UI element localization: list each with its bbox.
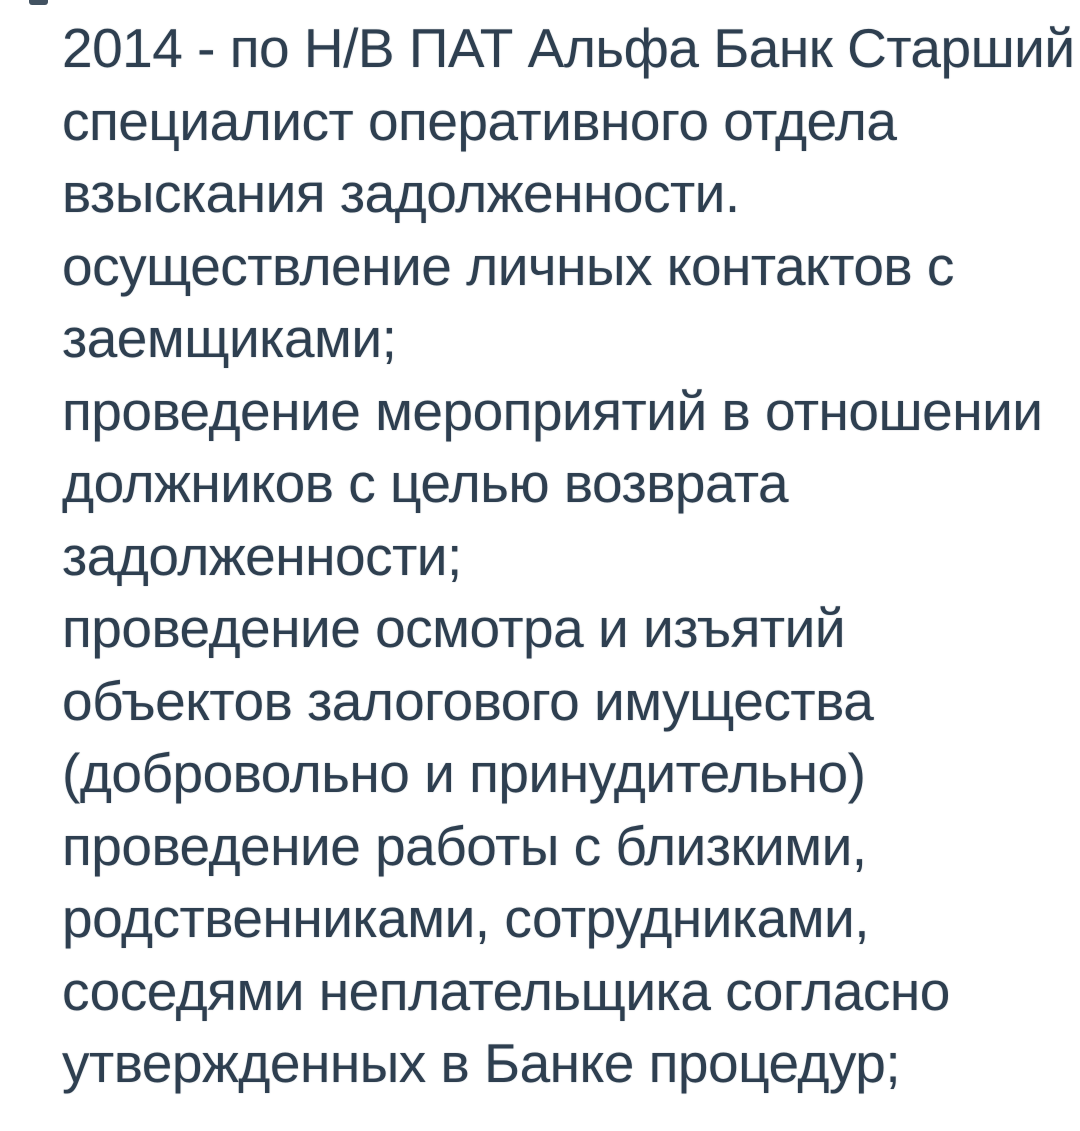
cropped-text-artifact [29, 0, 48, 5]
text-line: специалист оперативного отдела [62, 89, 897, 152]
text-line: заемщиками; [62, 307, 397, 369]
text-line: осуществление личных контактов с [62, 234, 954, 297]
text-line: проведение осмотра и изъятий [62, 597, 846, 659]
resume-text-block [62, 12, 1075, 1100]
text-line: (добровольно и принудительно) [62, 742, 866, 804]
text-line: 2014 - по Н/В ПАТ Альфа Банк Старший [62, 17, 1075, 79]
text-line: родственниками, сотрудниками, [62, 887, 870, 949]
text-line: проведение мероприятий в отношении [62, 379, 1043, 442]
text-line: задолженности; [62, 524, 462, 587]
text-line: взыскания задолженности. [62, 162, 740, 224]
text-line: утвержденных в Банке процедур; [62, 1032, 901, 1094]
text-line: должников с целью возврата [62, 452, 789, 514]
text-line: объектов залогового имущества [62, 669, 874, 732]
text-line: проведение работы с близкими, [62, 814, 867, 877]
text-line: соседями неплательщика согласно [62, 959, 950, 1022]
